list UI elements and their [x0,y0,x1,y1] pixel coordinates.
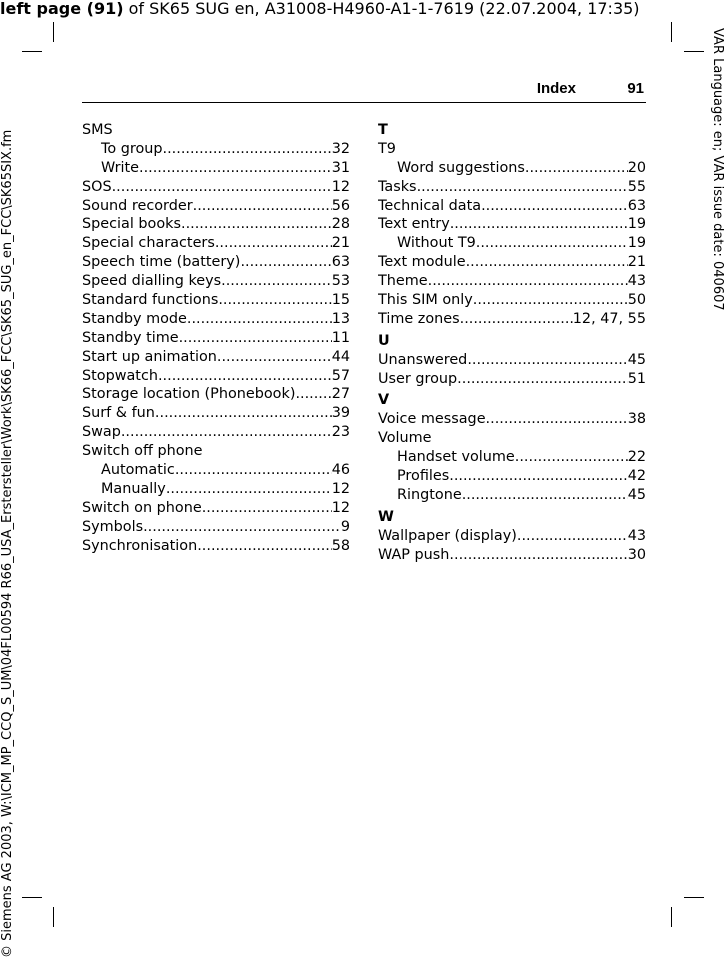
index-entry [378,140,646,159]
index-entry-label: Volume [378,430,432,447]
index-entry [82,197,350,216]
index-entry-page: 57 [331,367,350,384]
index-entry [82,178,350,197]
index-entry-label: SOS [82,178,112,195]
index-entry [82,121,350,140]
index-entry [82,253,350,272]
index-entry [82,140,350,159]
index-entry [82,518,350,537]
index-entry-page: 43 [627,273,646,290]
index-entry [378,351,646,370]
index-entry-label: Profiles [397,468,450,485]
leader-dots [166,480,332,499]
index-entry-label: Symbols [82,518,144,535]
leader-dots [449,467,627,486]
index-entry [378,310,646,329]
index-entry [378,253,646,272]
index-entry-label: Theme [378,273,428,290]
index-entry-page: 56 [331,197,350,214]
index-entry-label: Standby mode [82,310,187,327]
index-entry-page: 12 [331,499,350,516]
index-entry-page: 19 [627,216,646,233]
index-entry-label: Text entry [378,216,450,233]
running-head-title: Index [536,80,576,97]
index-entry [378,178,646,197]
index-entry [82,442,350,461]
index-entry-page: 63 [627,197,646,214]
index-entry [82,423,350,442]
index-entry-page: 21 [331,235,350,252]
crop-mark [53,22,54,42]
leader-dots [515,448,628,467]
index-entry-page: 22 [627,449,646,466]
index-entry [378,486,646,505]
index-entry [82,329,350,348]
index-entry-label: WAP push [378,546,450,563]
index-entry-page: 27 [331,386,350,403]
crop-mark [684,897,704,898]
index-entry-label: To group [101,140,163,157]
index-entry-label: Switch off phone [82,443,203,460]
index-entry-label: Voice message [378,411,486,428]
index-entry-page: 28 [331,216,350,233]
index-letter-heading: U [378,332,390,349]
index-entry [378,197,646,216]
index-entry [378,272,646,291]
leader-dots [139,159,332,178]
index-entry-page: 9 [340,518,350,535]
index-letter-heading: T [378,122,388,138]
index-entry [378,234,646,253]
leader-dots [112,178,332,197]
index-entry-label: Unanswered [378,351,468,368]
index-entry-label: Without T9 [397,235,476,252]
index-entry-page: 42 [627,468,646,485]
index-entry [82,348,350,367]
index-column-right [378,121,646,564]
leader-dots [481,197,628,216]
index-entry-page: 11 [331,329,350,346]
leader-dots [181,215,332,234]
leader-dots [197,537,331,556]
index-entry-page: 19 [627,235,646,252]
index-letter-heading: V [378,392,390,409]
leader-dots [450,215,628,234]
index-entry-label: Standby time [82,329,179,346]
index-entry [378,467,646,486]
index-entry-label: Handset volume [397,449,515,466]
index-entry-page: 12 [331,178,350,195]
index-entry-label: User group [378,370,458,387]
leader-dots [121,423,332,442]
leader-dots [240,253,331,272]
leader-dots [179,329,332,348]
leader-dots [215,234,332,253]
index-entry-label: Word suggestions [397,159,525,176]
index-entry-label: Start up animation [82,348,217,365]
index-entry-label: Write [101,159,139,176]
index-entry [82,310,350,329]
index-entry [378,546,646,565]
index-entry [82,537,350,556]
leader-dots [202,499,332,518]
leader-dots [417,178,628,197]
crop-mark [22,51,42,52]
leader-dots [217,348,332,367]
index-entry-label: Automatic [101,462,175,479]
index-entry-label: Special characters [82,235,215,252]
index-entry [82,272,350,291]
index-entry [378,448,646,467]
leader-dots [486,410,628,429]
index-entry [82,461,350,480]
index-entry-page: 58 [331,537,350,554]
crop-mark [671,907,672,927]
index-entry-page: 44 [331,348,350,365]
side-path-text: © Siemens AG 2003, W:\ICM_MP_CCQ_S_UM\04FL00594 R66_USA_Erstersteller\Work\SK66_FCC\SK65_SUG_en_FCC\SK65SIX.fm [0,129,15,958]
index-entry-page: 46 [331,462,350,479]
side-var-text: VAR Language: en; VAR issue date: 040607 [710,28,725,311]
index-entry [82,291,350,310]
print-header-page: left page (91) [0,0,124,18]
leader-dots [193,197,332,216]
index-entry [378,215,646,234]
leader-dots [457,370,628,389]
leader-dots [428,272,628,291]
index-entry-page: 12, 47, 55 [572,310,646,327]
leader-dots [466,253,628,272]
index-entry-page: 51 [627,370,646,387]
index-entry-label: T9 [378,140,396,157]
index-entry-page: 39 [331,405,350,422]
index-entry-page: 12 [331,480,350,497]
crop-mark [22,897,42,898]
index-entry [82,499,350,518]
index-entry [82,367,350,386]
index-entry [378,370,646,389]
index-letter-heading: W [378,508,394,525]
leader-dots [295,385,331,404]
index-entry [82,215,350,234]
index-entry-label: Standard functions [82,292,219,309]
index-entry-label: Text module [378,254,466,271]
index-entry [82,404,350,423]
index-entry-label: Surf & fun [82,405,155,422]
index-entry-page: 38 [627,411,646,428]
index-entry-page: 50 [627,292,646,309]
index-entry-page: 20 [627,159,646,176]
index-entry-page: 45 [627,486,646,503]
index-entry-label: Ringtone [397,486,462,503]
index-column-left [82,121,350,555]
leader-dots [449,546,627,565]
crop-mark [53,907,54,927]
index-entry [378,429,646,448]
leader-dots [476,234,628,253]
index-entry-page: 23 [331,424,350,441]
leader-dots [155,404,332,423]
running-head [82,80,646,103]
leader-dots [158,367,332,386]
index-entry [378,159,646,178]
index-entry-label: Manually [101,480,166,497]
index-entry-label: Technical data [378,197,482,214]
index-entry-label: Speed dialling keys [82,273,222,290]
leader-dots [187,310,332,329]
index-entry-page: 63 [331,254,350,271]
index-entry-page: 55 [627,178,646,195]
index-entry-label: SMS [82,122,113,138]
index-entry [82,234,350,253]
index-entry [378,527,646,546]
leader-dots [462,486,628,505]
index-entry-page: 30 [627,546,646,563]
index-entry-page: 53 [331,273,350,290]
running-head-page: 91 [627,80,644,97]
index-entry-label: Time zones [378,310,460,327]
index-entry-label: Storage location (Phonebook) [82,386,296,403]
leader-dots [143,518,341,537]
leader-dots [467,351,627,370]
index-entry-page: 32 [331,140,350,157]
leader-dots [473,291,628,310]
index-entry-label: Synchronisation [82,537,198,554]
index-entry-page: 15 [331,292,350,309]
leader-dots [221,272,332,291]
index-entry-label: Sound recorder [82,197,193,214]
leader-dots [163,140,332,159]
index-entry-page: 45 [627,351,646,368]
print-header [0,0,640,18]
index-entry-page: 43 [627,527,646,544]
crop-mark [671,22,672,42]
index-entry-page: 21 [627,254,646,271]
index-entry-label: Wallpaper (display) [378,527,517,544]
index-entry-page: 31 [331,159,350,176]
index-entry-page: 13 [331,310,350,327]
leader-dots [525,159,628,178]
index-entry-label: Tasks [378,178,417,195]
index-entry-label: Stopwatch [82,367,158,384]
crop-mark [684,51,704,52]
index-entry [82,385,350,404]
index-entry-label: Speech time (battery) [82,254,241,271]
leader-dots [517,527,628,546]
index-entry [82,159,350,178]
index-entry-label: This SIM only [378,292,473,309]
index-entry-label: Switch on phone [82,499,202,516]
index-entry [82,480,350,499]
leader-dots [460,310,573,329]
leader-dots [218,291,331,310]
leader-dots [175,461,332,480]
index-entry [378,410,646,429]
print-header-info: of SK65 SUG en, A31008-H4960-A1-1-7619 (22.07.2004, 17:35) [123,0,640,18]
index-entry-label: Special books [82,216,181,233]
index-entry [378,291,646,310]
index-entry-label: Swap [82,424,121,441]
